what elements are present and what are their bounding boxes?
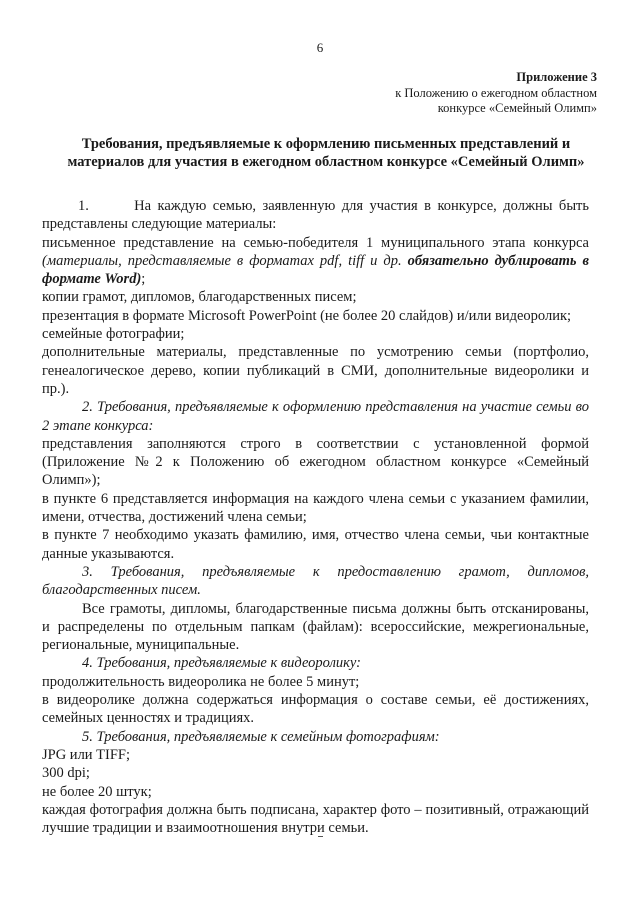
document-body: [42, 197, 589, 837]
section-2-item-3: в пункте 7 необходимо указать фамилию, имя, отчество члена семьи, чьи контактные данные указываются.: [42, 527, 589, 562]
item-1-italic: (материалы, представляемые в форматах pdf, tiff и др.: [42, 252, 408, 269]
section-5-item-1: JPG или TIFF;: [42, 746, 131, 763]
item-1-bold: обязательно дублировать в формате Word): [42, 252, 589, 288]
item-1-text: письменное представление на семью-победителя 1 муниципального этапа конкурса: [42, 234, 589, 251]
section-1-item-1: [42, 234, 589, 289]
footer-dash: [318, 836, 323, 837]
item-1-end: ;: [141, 271, 146, 288]
appendix-header: [395, 70, 597, 117]
section-5-item-4: каждая фотография должна быть подписана, характер фото – позитивный, отражающий лучшие традиции и взаимоотношения внутри семьи.: [42, 801, 589, 837]
appendix-title: Приложение 3: [516, 70, 597, 84]
section-1-number: 1.: [78, 198, 89, 214]
section-1-item-3: презентация в формате Microsoft PowerPoint (не более 20 слайдов) и/или видеоролик;: [42, 307, 572, 324]
section-4-item-1: продолжительность видеоролика не более 5 минут;: [42, 673, 360, 690]
section-1-lead: [42, 197, 589, 234]
section-3-heading: 3. Требования, предъявляемые к предоставлению грамот, дипломов, благодарственных писем.: [42, 563, 589, 599]
appendix-line-2: конкурсе «Семейный Олимп»: [437, 101, 597, 115]
section-5-item-3: не более 20 штук;: [42, 783, 152, 800]
section-3-text: Все грамоты, дипломы, благодарственные письма должны быть отсканированы, и распределены по отдельным папкам (файлам): всероссийские, межрегиональные, региональные, муниципальные.: [42, 600, 589, 654]
section-2-heading: 2. Требования, предъявляемые к оформлению представления на участие семьи во 2 этапе конкурса:: [42, 399, 589, 434]
section-4-item-2: в видеоролике должна содержаться информация о составе семьи, её достижениях, семейных ценностях и традициях.: [42, 692, 589, 727]
section-1-item-5: дополнительные материалы, представленные по усмотрению семьи (портфолио, генеалогическое дерево, копии публикаций в СМИ, дополнительные видеоролики и пр.).: [42, 344, 589, 397]
section-5-heading: 5. Требования, предъявляемые к семейным фотографиям:: [82, 728, 440, 745]
section-2-item-2: в пункте 6 представляется информация на каждого члена семьи с указанием фамилии, имени, отчества, достижений члена семьи;: [42, 490, 589, 526]
page-number: 6: [316, 40, 324, 55]
section-4-heading: 4. Требования, предъявляемые к видеоролику:: [82, 655, 362, 672]
appendix-line-1: к Положению о ежегодном областном: [395, 85, 597, 100]
section-1-lead-text: На каждую семью, заявленную для участия в конкурсе, должны быть представлены следующие материалы:: [42, 198, 590, 233]
document-title: Требования, предъявляемые к оформлению письменных представлений и материалов для участия в ежегодном областном конкурсе «Семейный Олимп»: [67, 136, 585, 170]
section-5-item-2: 300 dpi;: [42, 765, 90, 782]
section-2-item-1: представления заполняются строго в соответствии с установленной формой (Приложение №2 к Положению об ежегодном областном конкурсе «Семейный Олимп»);: [42, 435, 589, 489]
section-1-item-4: семейные фотографии;: [42, 326, 185, 343]
section-1-item-2: копии грамот, дипломов, благодарственных писем;: [42, 289, 357, 306]
